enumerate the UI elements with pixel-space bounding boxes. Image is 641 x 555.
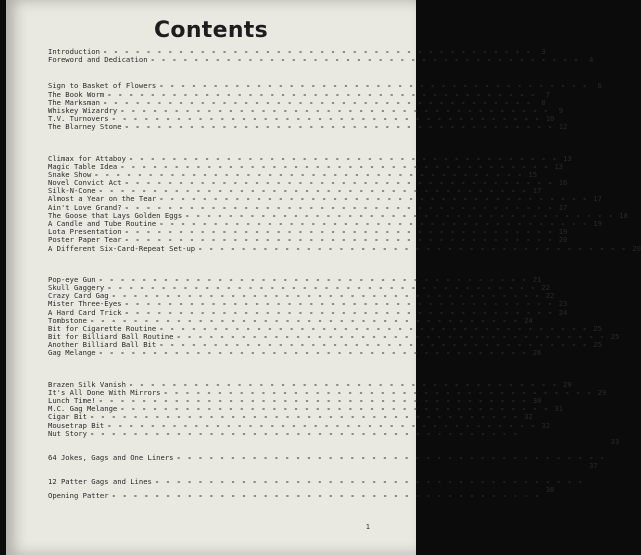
toc-entry-page: 17 [558, 202, 568, 212]
toc-entry-title: 12 Patter Gags and Lines [48, 476, 152, 486]
toc-entry-title: 64 Jokes, Gags and One Liners [48, 452, 174, 462]
toc-entry-page: 3 [541, 47, 546, 56]
section-gap [48, 64, 374, 82]
toc-entry-title: Introduction [48, 47, 100, 56]
toc-entry-title: Mousetrap Bit [48, 420, 105, 430]
toc-entry-title: Magic Table Idea [48, 161, 118, 171]
toc-entry[interactable] [48, 436, 620, 462]
dot-leader: - - - - - - - - - - - - - - - - - - - - - - - - - - - - - - - - - - - - - - - - [185, 210, 614, 220]
dot-leader: - - - - - - - - - - - - - - - - - - - - - - - - - - - - - - - - - - - - - - - - [120, 404, 550, 414]
toc-entry-title: T.V. Turnovers [48, 114, 109, 124]
dot-leader: - - - - - - - - - - - - - - - - - - - - - - - - - - - - - - - - - - - - - - - - [111, 291, 541, 301]
toc-entry-title: The Marksman [48, 97, 100, 107]
dot-leader: - - - - - - - - - - - - - - - - - - - - - - - - - - - - - - - - - - - - - - - - [94, 169, 524, 179]
toc-entry-page: 24 [558, 307, 568, 317]
toc-entry-page: 23 [558, 299, 568, 309]
toc-entry-title: Lunch Time! [48, 396, 96, 405]
toc-entry-page: 29 [563, 379, 572, 389]
dot-leader: - - - - - - - - - - - - - - - - - - - - - - - - - - - - - - - - - - - - - - - - [120, 161, 550, 171]
toc-entry-title: It's All Done With Mirrors [48, 387, 161, 397]
toc-entry-page: 29 [597, 387, 607, 397]
toc-entry-page: 12 [558, 122, 568, 132]
toc-entry-page: 32 [541, 420, 551, 430]
dot-leader: - - - - - - - - - - - - - - - - - - - - - - - - - - - - - - - - - - - - - - - - [124, 307, 554, 317]
toc-entry-page: 16 [558, 178, 568, 188]
toc-entry-page: 22 [541, 282, 551, 292]
dot-leader: - - - - - - - - - - - - - - - - - - - - - - - - - - - - - - - - - - - - - - - - [120, 105, 550, 115]
toc-entry-page: 4 [588, 55, 594, 65]
section-gap [48, 253, 374, 276]
dot-leader: - - - - - - - - - - - - - - - - - - - - - - - - - - - - - - - - - - - - - - - - [89, 315, 519, 325]
toc-entry-title: Gag Melange [48, 348, 96, 358]
dot-leader: - - - - - - - - - - - - - - - - - - - - - - - - - - - - - - - - - - - - - - - - [124, 235, 554, 245]
toc-entry-page: 32 [524, 412, 533, 422]
toc-entry-title: Bit for Billiard Ball Routine [48, 332, 174, 342]
dot-leader: - - - - - - - - - - - - - - - - - - - - - - - - - - - - - - - - - - - - - - - - [102, 97, 532, 107]
toc-entry-title: Lota Presentation [48, 227, 122, 237]
toc-entry-title: Foreword and Dedication [48, 55, 148, 65]
toc-entry-title: A Different Six-Card-Repeat Set-up [48, 243, 196, 253]
dot-leader: - - - - - - - - - - - - - - - - - - - - - - - - - - - - - - - - - - - - - - - - [154, 476, 584, 486]
toc-entry-title: A Candle and Tube Routine [48, 219, 157, 228]
toc-entry-page: 7 [545, 89, 551, 99]
dot-leader: - - - - - - - - - - - - - - - - - - - - - - - - - - - - - - - - - - - - - - - - [98, 396, 528, 405]
toc-entry-title: Novel Convict Act [48, 178, 122, 188]
dot-leader: - - - - - - - - - - - - - - - - - - - - - - - - - - - - - - - - - - - - - - - - [176, 332, 606, 342]
toc-entry-title: Bit for Cigarette Routine [48, 323, 157, 333]
dot-leader: - - - - - - - - - - - - - - - - - - - - - - - - - - - - - - - - - - - - - - - - [89, 412, 519, 422]
dot-leader: - - - - - - - - - - - - - - - - - - - - - - - - - - - - - - - - - - - - - - - - [159, 323, 588, 333]
dot-leader: - - - - - - - - - - - - - - - - - - - - - - - - - - - - - - - - - - - - - - - - [111, 114, 541, 124]
dot-leader: - - - - - - - - - - - - - - - - - - - - - - - - - - - - - - - - - - - - - - - - [128, 153, 558, 163]
dot-leader: - - - - - - - - - - - - - - - - - - - - - - - - - - - - - - - - - - - - - - - - [124, 202, 554, 212]
dot-leader: - - - - - - - - - - - - - - - - - - - - - - - - - - - - - - - - - - - - - - - - [98, 186, 528, 196]
dot-leader: - - - - - - - - - - - - - - - - - - - - - - - - - - - - - - - - - - - - - - - - [163, 387, 593, 397]
toc-section [48, 81, 602, 132]
toc-entry-title: Pop-eye Gun [48, 274, 96, 284]
toc-entry[interactable] [48, 55, 594, 65]
dot-leader: - - - - - - - - - - - - - - - - - - - - - - - - - - - - - - - - - - - - - - - - [159, 340, 588, 350]
toc-section [48, 47, 594, 65]
toc-entry[interactable] [48, 460, 598, 486]
toc-entry-title: Nut Story [48, 428, 87, 438]
toc-entry[interactable] [48, 122, 568, 132]
toc-entry-title: Climax for Attaboy [48, 153, 126, 163]
dot-leader: - - - - - - - - - - - - - - - - - - - - - - - - - - - - - - - - - - - - - - - - [98, 274, 528, 284]
toc-entry-page: 37 [588, 460, 598, 470]
dot-leader: - - - - - - - - - - - - - - - - - - - - - - - - - - - - - - - - - - - - - - - - [124, 299, 554, 309]
toc-entry-page: 22 [545, 291, 555, 301]
toc-entry[interactable] [48, 243, 641, 253]
toc-entry-page: 30 [532, 396, 542, 405]
toc-section [48, 379, 620, 500]
dot-leader: - - - - - - - - - - - - - - - - - - - - - - - - - - - - - - - - - - - - - - - - [159, 219, 588, 228]
toc-entry-title: The Book Worm [48, 89, 105, 99]
toc-entry-page: 26 [532, 348, 542, 358]
toc-entry-page: 20 [632, 243, 641, 253]
toc-section [48, 274, 620, 358]
toc-entry-title: Another Billiard Ball Bit [48, 340, 157, 350]
toc-entry-page: 13 [563, 153, 572, 163]
toc-entry-title: Ain't Love Grand? [48, 202, 122, 212]
toc-entry-title: Poster Paper Tear [48, 235, 122, 245]
dot-leader: - - - - - - - - - - - - - - - - - - - - - - - - - - - - - - - - - - - - - - - - [159, 81, 588, 91]
toc-entry-page: 19 [558, 227, 568, 237]
toc-entry-title: The Blarney Stone [48, 122, 122, 132]
toc-entry-title: Whiskey Wizardry [48, 105, 118, 115]
toc-entry-title: Tombstone [48, 315, 87, 325]
toc-entry-title: Crazy Card Gag [48, 291, 109, 301]
toc-entry-title: Silk-N-Cone [48, 186, 96, 196]
dot-leader: - - - - - - - - - - - - - - - - - - - - - - - - - - - - - - - - - - - - - - - - [124, 178, 554, 188]
toc-entry[interactable] [48, 348, 542, 358]
dot-leader: - - - - - - - - - - - - - - - - - - - - - - - - - - - - - - - - - - - - - - - - [102, 47, 532, 56]
toc-entry-page: 9 [558, 105, 564, 115]
toc-entry-page: 21 [532, 274, 542, 284]
toc-section [48, 153, 641, 253]
book-page [6, 0, 641, 555]
toc-entry-title: Snake Show [48, 169, 92, 179]
toc-entry-page: 25 [610, 332, 620, 342]
dot-leader: - - - - - - - - - - - - - - - - - - - - - - - - - - - - - - - - - - - - - - - - [107, 420, 537, 430]
table-of-contents [48, 47, 641, 500]
dot-leader: - - - - - - - - - - - - - - - - - - - - - - - - - - - - - - - - - - - - - - - - [124, 227, 554, 237]
page-title: Contents [153, 18, 269, 43]
dot-leader: - - - - - - - - - - - - - - - - - - - - - - - - - - - - - - - - - - - - - - - - [150, 55, 580, 65]
toc-entry-title: Mister Three-Eyes [48, 299, 122, 309]
toc-entry-title: A Hard Card Trick [48, 307, 122, 317]
toc-entry-page: 31 [554, 404, 564, 414]
toc-entry-page: 6 [597, 81, 602, 91]
dot-leader: - - - - - - - - - - - - - - - - - - - - - - - - - - - - - - - - - - - - - - - - [89, 428, 519, 438]
section-gap [48, 358, 374, 381]
page-number: 1 [365, 523, 370, 531]
toc-entry-page: 20 [558, 235, 568, 245]
toc-entry-page: 25 [593, 340, 602, 350]
toc-entry-title: Sign to Basket of Flowers [48, 81, 157, 91]
dot-leader: - - - - - - - - - - - - - - - - - - - - - - - - - - - - - - - - - - - - - - - - [159, 194, 588, 204]
toc-entry-title: Cigar Bit [48, 412, 87, 422]
dot-leader: - - - - - - - - - - - - - - - - - - - - - - - - - - - - - - - - - - - - - - - - [176, 452, 606, 462]
dot-leader: - - - - - - - - - - - - - - - - - - - - - - - - - - - - - - - - - - - - - - - - [107, 282, 537, 292]
dot-leader: - - - - - - - - - - - - - - - - - - - - - - - - - - - - - - - - - - - - - - - - [107, 89, 537, 99]
toc-entry-title: M.C. Gag Melange [48, 404, 118, 414]
toc-entry-page: 24 [524, 315, 533, 325]
toc-entry-title: Almost a Year on the Tear [48, 194, 157, 204]
dot-leader: - - - - - - - - - - - - - - - - - - - - - - - - - - - - - - - - - - - - - - - - [98, 348, 528, 358]
dot-leader: - - - - - - - - - - - - - - - - - - - - - - - - - - - - - - - - - - - - - - - - [124, 122, 554, 132]
toc-entry[interactable] [48, 428, 519, 438]
dot-leader: - - - - - - - - - - - - - - - - - - - - - - - - - - - - - - - - - - - - - - - - [111, 490, 541, 500]
toc-entry-page: 8 [541, 97, 546, 107]
dot-leader: - - - - - - - - - - - - - - - - - - - - - - - - - - - - - - - - - - - - - - - - [198, 243, 627, 253]
toc-entry-page: 13 [554, 161, 564, 171]
toc-entry-page: 10 [545, 114, 555, 124]
toc-entry-page: 15 [528, 169, 538, 179]
toc-entry-title: Brazen Silk Vanish [48, 379, 126, 389]
dot-leader: - - - - - - - - - - - - - - - - - - - - - - - - - - - - - - - - - - - - - - - - [128, 379, 558, 389]
toc-entry-title: The Goose that Lays Golden Eggs [48, 210, 183, 220]
toc-entry-page: 18 [619, 210, 628, 220]
toc-entry-page: 19 [593, 219, 602, 228]
toc-entry[interactable] [48, 484, 555, 500]
toc-entry-page: 17 [593, 194, 602, 204]
section-gap [48, 132, 374, 155]
toc-entry-page: 25 [593, 323, 602, 333]
toc-entry-title: Opening Patter [48, 490, 109, 500]
toc-entry-title: Skull Gaggery [48, 282, 105, 292]
toc-entry-page: 38 [545, 484, 555, 494]
toc-entry-page: 17 [532, 186, 542, 196]
toc-entry-page: 33 [610, 436, 620, 446]
